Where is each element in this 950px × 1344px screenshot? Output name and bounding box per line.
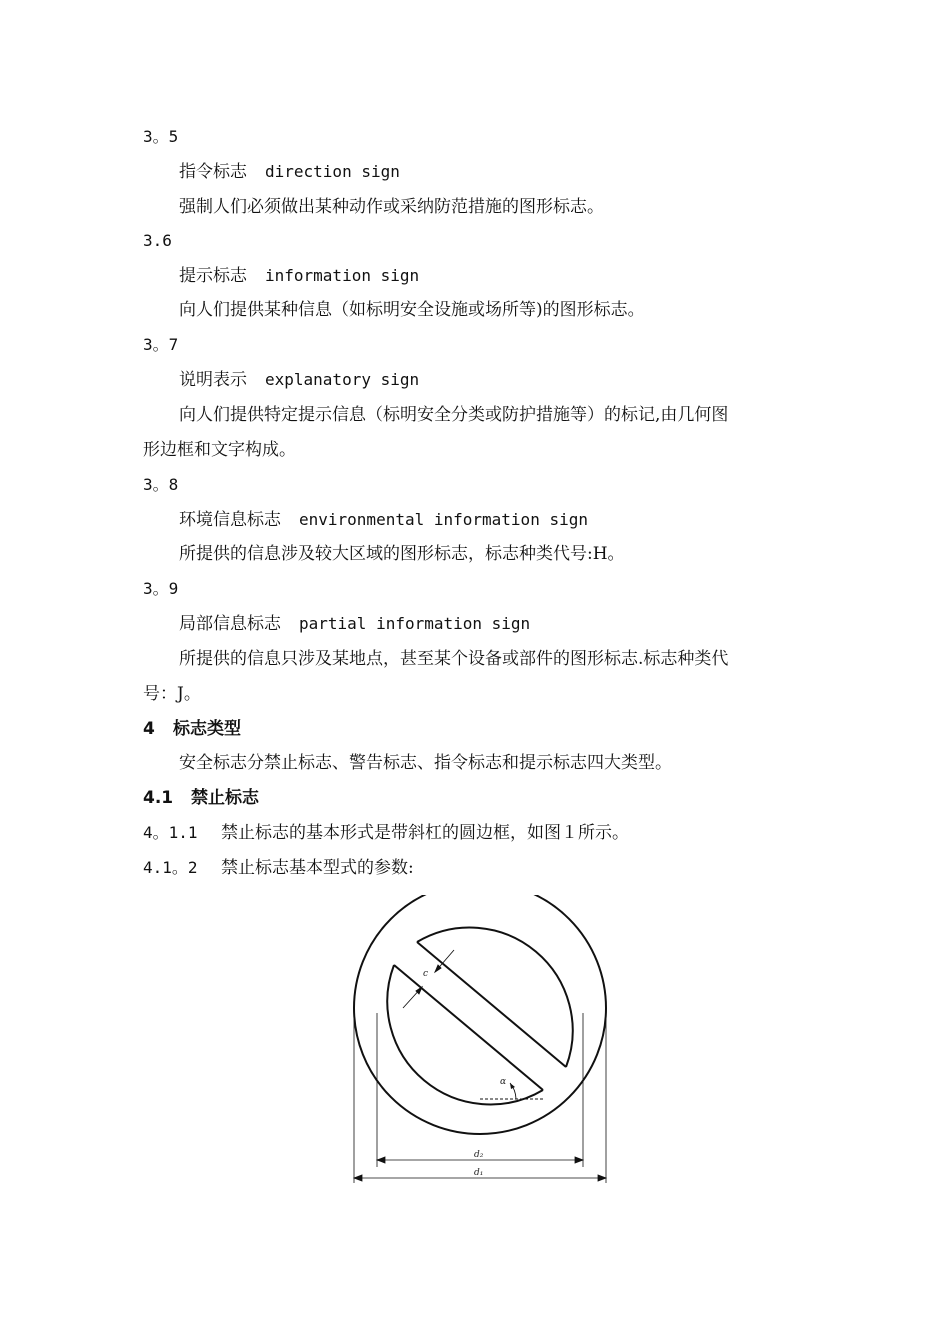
label-alpha: α — [500, 1077, 507, 1087]
label-d2: d₂ — [474, 1150, 484, 1160]
dim-d1-arrow-right — [598, 1175, 606, 1181]
definition-3-9-line2: 号：J。 — [143, 684, 201, 704]
dim-d2-arrow-left — [377, 1157, 385, 1163]
section-number-3-9: 3。9 — [143, 579, 179, 598]
term-3-5 — [179, 161, 400, 183]
term-en: information sign — [265, 266, 420, 285]
item-number: 4。1.1 — [143, 823, 198, 842]
label-d1: d₁ — [474, 1168, 484, 1178]
dim-d2-arrow-right — [575, 1157, 583, 1163]
term-en: explanatory sign — [265, 370, 420, 389]
definition-3-7-line2: 形边框和文字构成。 — [143, 440, 296, 460]
term-3-7 — [179, 369, 419, 391]
prohibition-sign-figure — [340, 895, 620, 1195]
item-text: 禁止标志的基本形式是带斜杠的圆边框，如图１所示。 — [221, 823, 629, 843]
bar-edge-lower — [394, 965, 543, 1090]
item-number: 4.1。2 — [143, 858, 198, 877]
inner-arc-right — [417, 928, 573, 1067]
section-number-3-8: 3。8 — [143, 475, 179, 494]
item-4-1-2 — [143, 857, 414, 879]
heading-title: 禁止标志 — [191, 788, 259, 808]
heading-4 — [143, 718, 241, 740]
term-cn: 说明表示 — [179, 370, 247, 390]
label-c: c — [423, 969, 429, 979]
paragraph-4: 安全标志分禁止标志、警告标志、指令标志和提示标志四大类型。 — [179, 753, 672, 773]
definition-3-8: 所提供的信息涉及较大区域的图形标志，标志种类代号:H。 — [179, 544, 625, 564]
term-3-9 — [179, 613, 530, 635]
term-3-8 — [179, 509, 588, 531]
item-text: 禁止标志基本型式的参数: — [221, 858, 414, 878]
angle-arrow — [510, 1083, 515, 1089]
term-en: partial information sign — [299, 614, 531, 633]
bar-edge-upper — [417, 942, 566, 1067]
term-3-6 — [179, 265, 419, 287]
definition-3-6: 向人们提供某种信息（如标明安全设施或场所等)的图形标志。 — [179, 300, 645, 320]
heading-number: 4 — [143, 719, 155, 739]
term-cn: 提示标志 — [179, 266, 247, 286]
inner-arc-left — [387, 965, 543, 1104]
term-cn: 指令标志 — [179, 162, 247, 182]
definition-3-7-line1: 向人们提供特定提示信息（标明安全分类或防护措施等）的标记,由几何图 — [179, 405, 729, 425]
section-number-3-6: 3.6 — [143, 231, 172, 250]
item-4-1-1 — [143, 822, 629, 844]
section-number-3-7: 3。7 — [143, 335, 179, 354]
term-cn: 局部信息标志 — [179, 614, 281, 634]
term-cn: 环境信息标志 — [179, 510, 281, 530]
definition-3-9-line1: 所提供的信息只涉及某地点，甚至某个设备或部件的图形标志.标志种类代 — [179, 649, 729, 669]
definition-3-5: 强制人们必须做出某种动作或采纳防范措施的图形标志。 — [179, 197, 604, 217]
heading-title: 标志类型 — [173, 719, 241, 739]
term-en: environmental information sign — [299, 510, 588, 529]
heading-number: 4.1 — [143, 788, 174, 808]
dim-d1-arrow-left — [354, 1175, 362, 1181]
term-en: direction sign — [265, 162, 400, 181]
outer-circle — [354, 895, 606, 1134]
section-number-3-5: 3。5 — [143, 127, 179, 146]
heading-4-1 — [143, 787, 259, 809]
